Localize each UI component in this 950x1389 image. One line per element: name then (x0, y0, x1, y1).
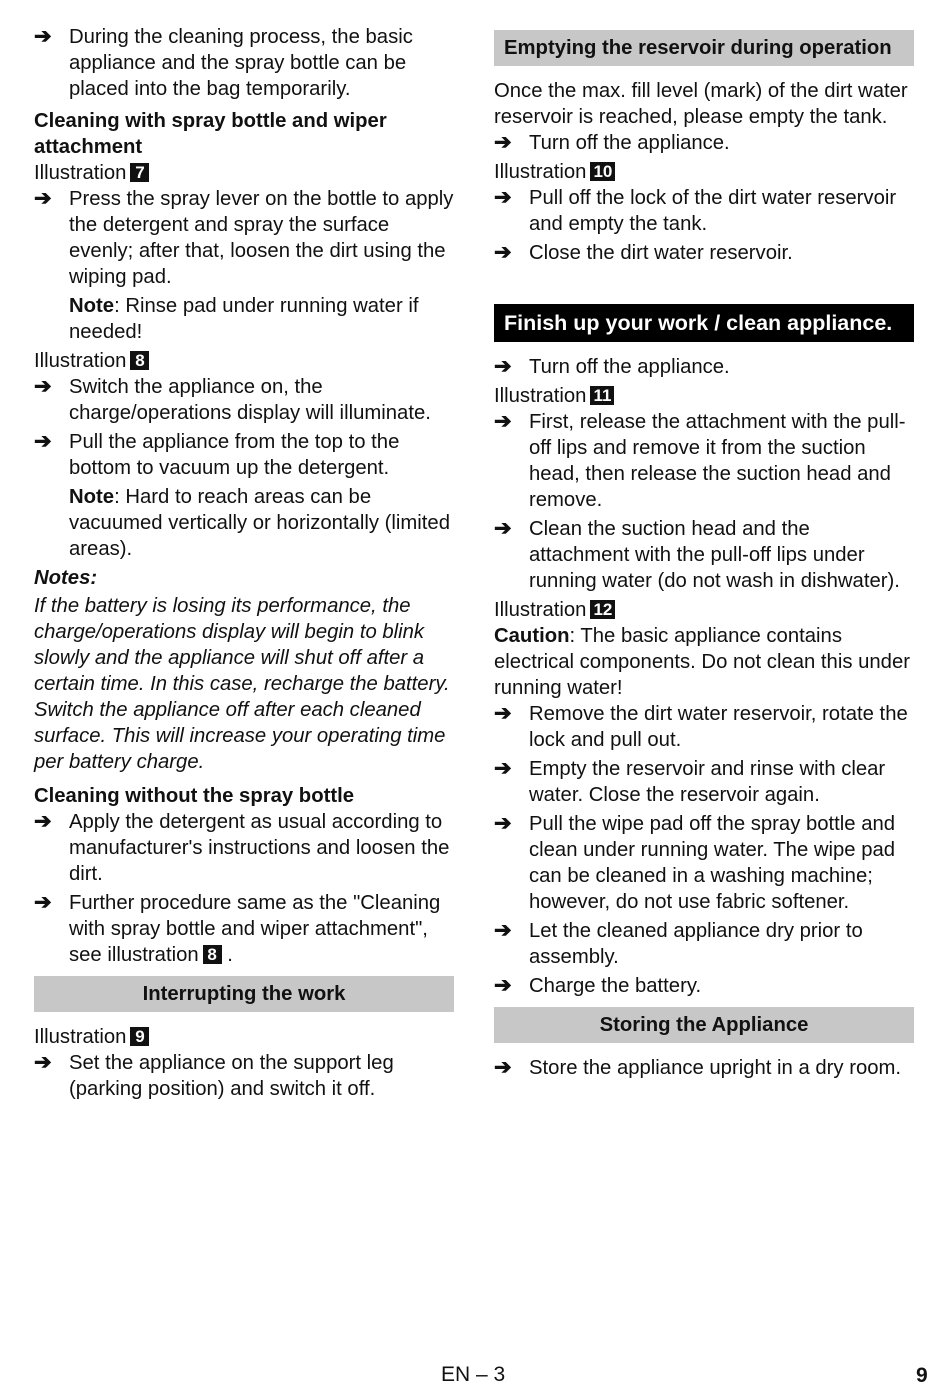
right-arrow-icon: ➔ (494, 241, 512, 264)
right-arrow-icon: ➔ (494, 919, 512, 942)
illustration-number-badge: 7 (130, 163, 149, 182)
illustration-ref: Illustration 12 (494, 597, 914, 623)
illustration-number-badge: 12 (590, 600, 615, 619)
section-heading-without: Cleaning without the spray bottle (34, 785, 355, 807)
list-item: ➔ Clean the suction head and the attachment with the pull-off lips under running water (do not wash in dishwater). (494, 517, 900, 592)
list-item: ➔ During the cleaning process, the basic appliance and the spray bottle can be placed into the bag temporarily. (34, 25, 413, 100)
list-item: ➔ Further procedure same as the "Cleaning with spray bottle and wiper attachment", see illustration 8 . (34, 891, 441, 966)
paragraph: Once the max. fill level (mark) of the dirt water reservoir is reached, please empty the tank. (494, 80, 908, 128)
right-arrow-icon: ➔ (34, 375, 52, 398)
right-arrow-icon: ➔ (34, 891, 52, 914)
illustration-number-badge: 8 (203, 945, 222, 964)
right-arrow-icon: ➔ (494, 131, 512, 154)
section-bar-storing: Storing the Appliance (494, 1007, 914, 1043)
list-item: ➔ Turn off the appliance. (494, 131, 730, 154)
right-arrow-icon: ➔ (34, 810, 52, 833)
illustration-ref: Illustration 11 (494, 383, 914, 409)
illustration-ref: Illustration 8 (34, 348, 454, 374)
list-item: ➔ Pull the wipe pad off the spray bottle and clean under running water. The wipe pad can be cleaned in a washing machine; however, do not use fabric softener. (494, 812, 896, 913)
page-number: 9 (916, 1364, 928, 1387)
list-item: ➔ First, release the attachment with the pull-off lips and remove it from the suction head, then release the suction head and remove. (494, 410, 906, 511)
note: Note: Rinse pad under running water if needed! (69, 295, 419, 343)
right-arrow-icon: ➔ (494, 812, 512, 835)
right-arrow-icon: ➔ (494, 517, 512, 540)
illustration-number-badge: 11 (590, 386, 614, 405)
notes-paragraph: Switch the appliance off after each cleaned surface. This will increase your operating time per battery charge. (34, 699, 446, 773)
right-arrow-icon: ➔ (494, 410, 512, 433)
list-item: ➔ Close the dirt water reservoir. (494, 241, 793, 264)
right-arrow-icon: ➔ (494, 1056, 512, 1079)
notes-paragraph: If the battery is losing its performance, the charge/operations display will begin to blink slowly and the appliance will shut off after a certain time. In this case, recharge the battery. (34, 595, 450, 695)
list-item: ➔ Charge the battery. (494, 974, 702, 997)
illustration-ref: Illustration 7 (34, 160, 454, 186)
list-item: ➔ Empty the reservoir and rinse with clear water. Close the reservoir again. (494, 757, 886, 806)
list-item: ➔ Store the appliance upright in a dry room. (494, 1056, 902, 1079)
right-arrow-icon: ➔ (34, 430, 52, 453)
caution-paragraph: Caution: The basic appliance contains electrical components. Do not clean this under running water! (494, 625, 910, 699)
note: Note: Hard to reach areas can be vacuumed vertically or horizontally (limited areas). (69, 486, 450, 560)
right-arrow-icon: ➔ (494, 757, 512, 780)
right-arrow-icon: ➔ (34, 1051, 52, 1074)
illustration-ref: Illustration 9 (34, 1024, 454, 1050)
page-footer-language: EN – 3 (441, 1363, 506, 1386)
notes-heading: Notes: (34, 567, 98, 589)
right-arrow-icon: ➔ (494, 702, 512, 725)
illustration-number-badge: 8 (130, 351, 149, 370)
right-arrow-icon: ➔ (34, 25, 52, 48)
right-column (494, 30, 914, 1084)
illustration-number-badge: 10 (590, 162, 615, 181)
left-column (34, 24, 454, 1105)
right-arrow-icon: ➔ (494, 355, 512, 378)
right-arrow-icon: ➔ (494, 974, 512, 997)
list-item: ➔ Apply the detergent as usual according to manufacturer's instructions and loosen the dirt. (34, 810, 450, 885)
list-item: ➔ Remove the dirt water reservoir, rotate the lock and pull out. (494, 702, 908, 751)
list-item: ➔ Switch the appliance on, the charge/operations display will illuminate. (34, 375, 431, 424)
right-arrow-icon: ➔ (494, 186, 512, 209)
illustration-ref: Illustration 10 (494, 159, 914, 185)
list-item: ➔ Press the spray lever on the bottle to apply the detergent and spray the surface evenly; after that, loosen the dirt using the wiping pad. (34, 187, 454, 288)
section-bar-interrupting: Interrupting the work (34, 976, 454, 1012)
list-item: ➔ Let the cleaned appliance dry prior to assembly. (494, 919, 863, 968)
section-bar-emptying: Emptying the reservoir during operation (494, 30, 914, 66)
list-item: ➔ Turn off the appliance. (494, 355, 730, 378)
list-item: ➔ Pull off the lock of the dirt water reservoir and empty the tank. (494, 186, 897, 235)
illustration-number-badge: 9 (130, 1027, 149, 1046)
section-heading-spray: Cleaning with spray bottle and wiper attachment (34, 110, 387, 158)
list-item: ➔ Pull the appliance from the top to the bottom to vacuum up the detergent. (34, 430, 400, 479)
right-arrow-icon: ➔ (34, 187, 52, 210)
list-item: ➔ Set the appliance on the support leg (parking position) and switch it off. (34, 1051, 394, 1100)
section-bar-finish: Finish up your work / clean appliance. (494, 304, 914, 342)
